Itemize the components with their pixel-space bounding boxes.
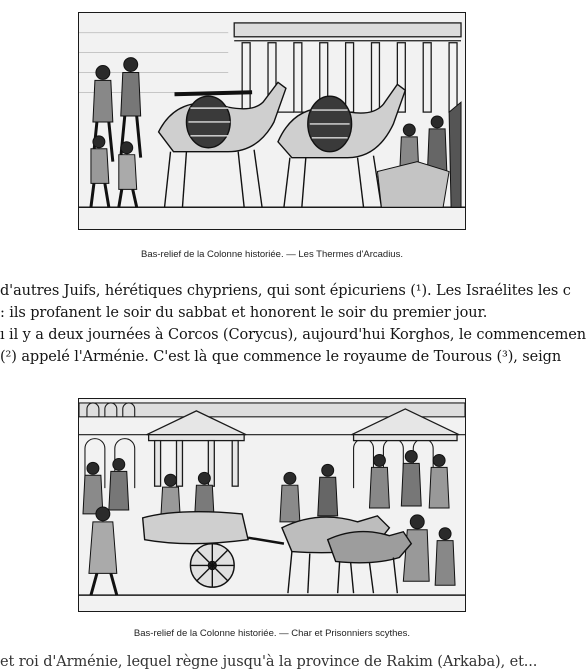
figure-caption-top: Bas-relief de la Colonne historiée. — Les Thermes d'Arcadius. [141,249,403,260]
body-text-line: (²) appelé l'Arménie. C'est là que commence le royaume de Tourous (³), seign [0,349,562,365]
figure-caption-bottom: Bas-relief de la Colonne historiée. — Char et Prisonniers scythes. [133,628,411,639]
body-text-line: et roi d'Arménie, lequel règne jusqu'à la province de Rakim (Arkaba), et... [0,654,538,670]
body-text-line: ı il y a deux journées à Corcos (Corycus), aujourd'hui Korghos, le commencemen [0,327,586,343]
body-text-line: d'autres Juifs, hérétiques chypriens, qui sont épicuriens (¹). Les Israélites les c [0,283,571,299]
figure-thermes-arcadius [78,12,466,230]
figure-char-prisonniers [78,398,466,612]
body-text-line: : ils profanent le soir du sabbat et honorent le soir du premier jour. [0,305,488,321]
